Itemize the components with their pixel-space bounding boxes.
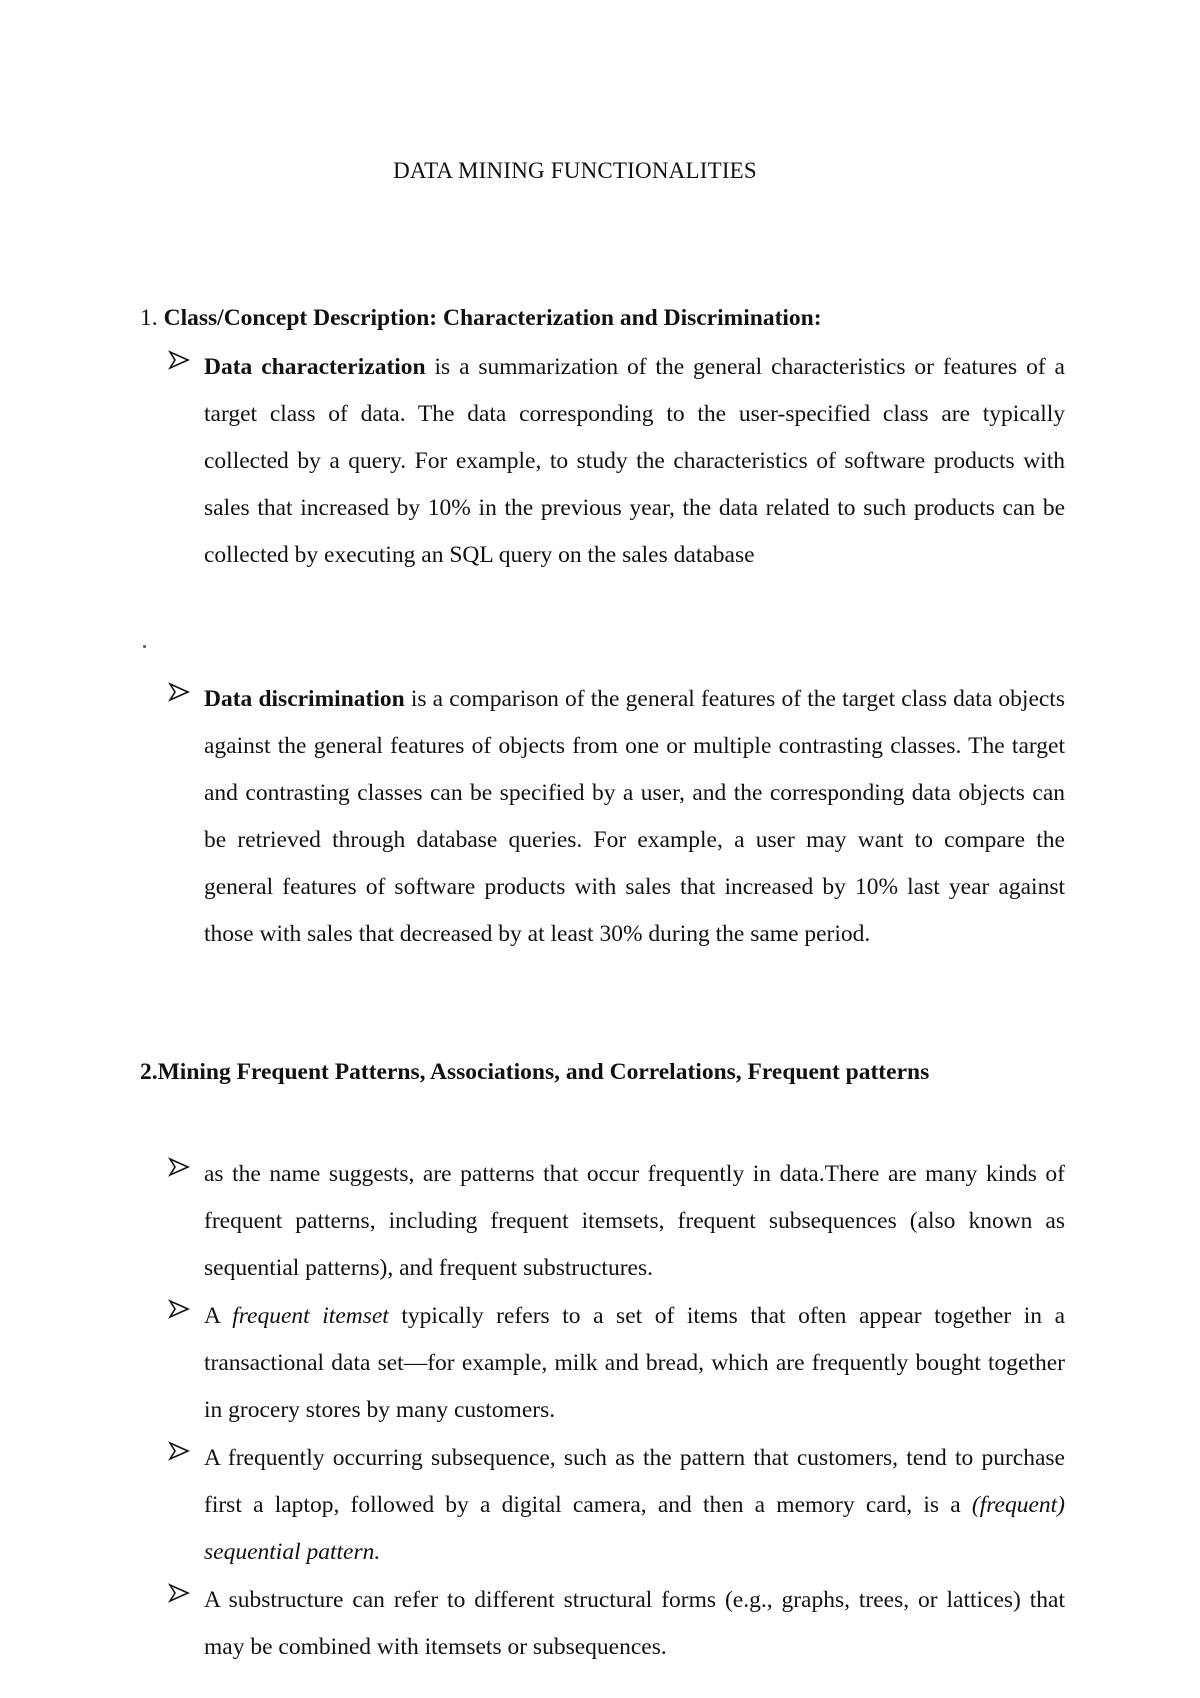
- section-1-number: 1.: [140, 305, 158, 331]
- bullet-substructure: [168, 1577, 1065, 1671]
- bullet-data-characterization: [168, 344, 1065, 579]
- bullet-text: [204, 344, 1065, 579]
- arrow-bullet-icon: [168, 681, 190, 703]
- bullet-data-discrimination: [168, 676, 1065, 958]
- section-1-heading: [140, 305, 822, 332]
- term-data-characterization: Data characterization: [204, 354, 426, 380]
- bullet-sequential-pattern: [168, 1435, 1065, 1576]
- arrow-bullet-icon: [168, 1440, 190, 1462]
- stray-mark: [143, 645, 146, 648]
- arrow-bullet-icon: [168, 1582, 190, 1604]
- bullet-prefix: A: [204, 1303, 233, 1329]
- bullet-text: A substructure can refer to different structural forms (e.g., graphs, trees, or lattices) that may be combined with itemsets or subsequences.: [204, 1587, 1065, 1660]
- definition-sequential-pattern: A frequently occurring subsequence, such as the pattern that customers, tend to purchase first a laptop, followed by a digital camera, and then a memory card, is a: [204, 1445, 1065, 1518]
- section-2-title: Mining Frequent Patterns, Associations, and Correlations, Frequent patterns: [157, 1059, 930, 1085]
- bullet-text: [204, 676, 1065, 958]
- section-2-heading: [140, 1059, 929, 1086]
- definition-frequent-itemset: typically refers to a set of items that often appear together in a transactional data set—for example, milk and bread, which are frequently bought together in grocery stores by many customers.: [204, 1303, 1065, 1423]
- bullet-text: [204, 1435, 1065, 1576]
- arrow-bullet-icon: [168, 1298, 190, 1320]
- term-data-discrimination: Data discrimination: [204, 686, 405, 712]
- arrow-bullet-icon: [168, 1156, 190, 1178]
- document-title: DATA MINING FUNCTIONALITIES: [393, 158, 757, 183]
- arrow-bullet-icon: [168, 349, 190, 371]
- bullet-text: [204, 1293, 1065, 1434]
- section-2-number: 2.: [140, 1059, 158, 1085]
- term-sequential-pattern: (frequent) sequential pattern.: [204, 1492, 1065, 1565]
- bullet-frequent-itemset: [168, 1293, 1065, 1434]
- definition-data-discrimination: is a comparison of the general features of the target class data objects against the general features of objects from one or multiple contrasting classes. The target and contrasting classes can be specified by a user, and the corresponding data objects can be retrieved through database queries. For example, a user may want to compare the general features of software products with sales that increased by 10% last year against those with sales that decreased by at least 30% during the same period.: [204, 686, 1065, 947]
- bullet-frequent-patterns: [168, 1151, 1065, 1292]
- bullet-text: as the name suggests, are patterns that occur frequently in data.There are many kinds of frequent patterns, including frequent itemsets, frequent subsequences (also known as sequential patterns), and frequent substructures.: [204, 1161, 1065, 1281]
- term-frequent-itemset: frequent itemset: [232, 1303, 389, 1329]
- section-1-title: Class/Concept Description: Characterization and Discrimination:: [163, 305, 822, 331]
- definition-data-characterization: is a summarization of the general characteristics or features of a target class of data. The data corresponding to the user-specified class are typically collected by a query. For example, to study the characteristics of software products with sales that increased by 10% in the previous year, the data related to such products can be collected by executing an SQL query on the sales database: [204, 354, 1065, 568]
